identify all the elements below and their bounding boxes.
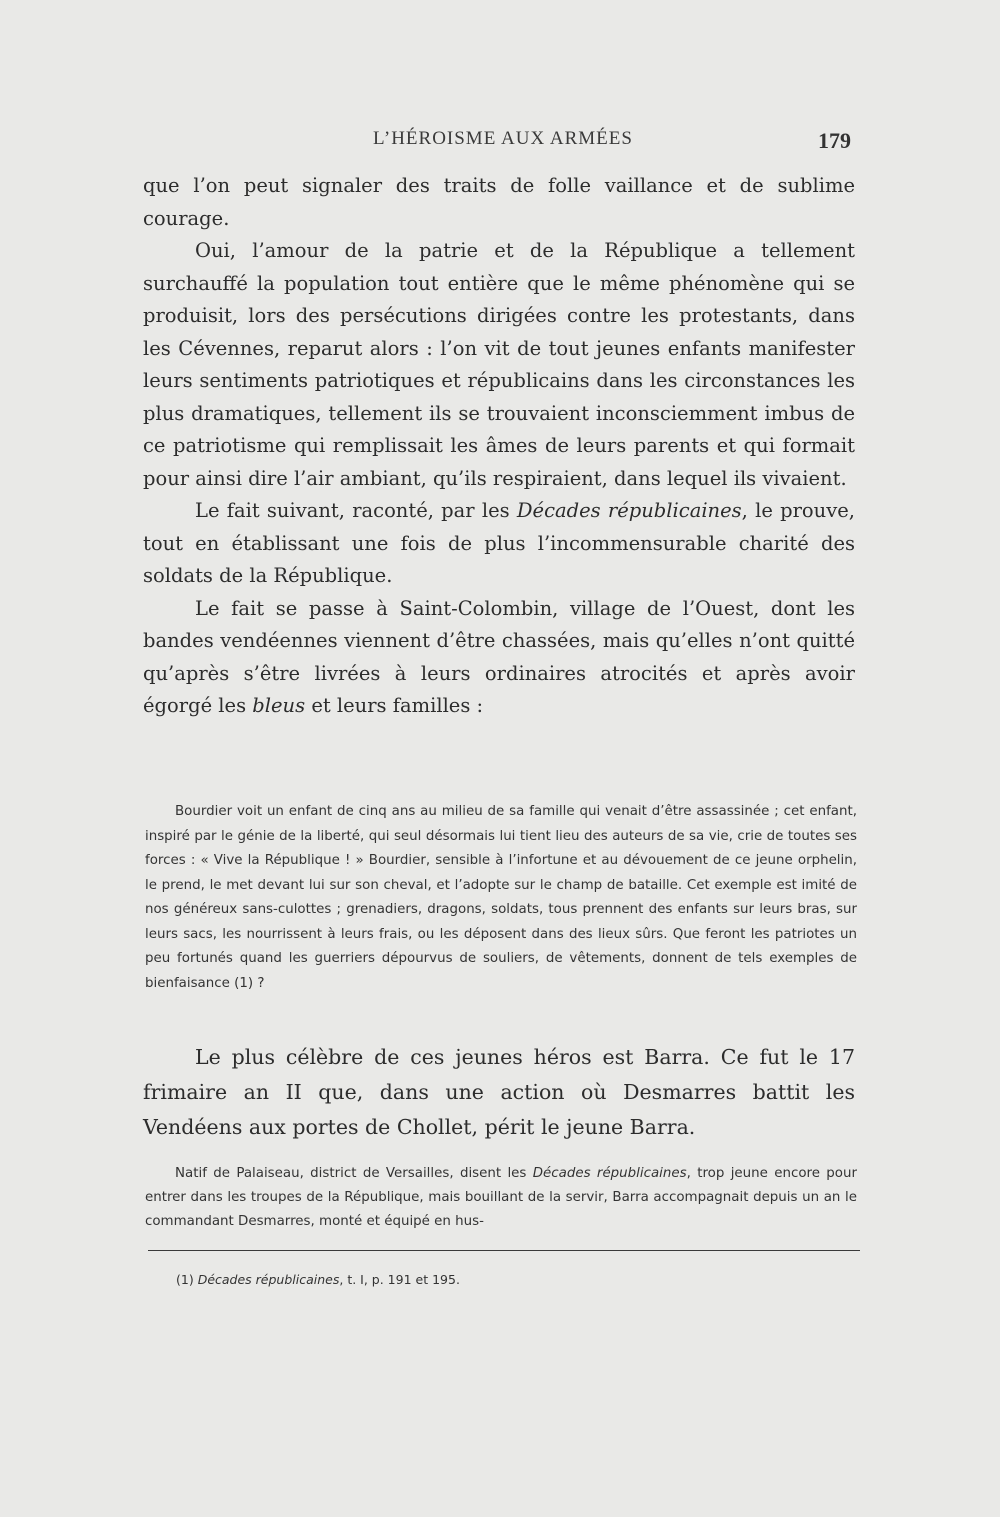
italic-title: Décades républicaines xyxy=(532,1166,687,1181)
italic-title: Décades républicaines xyxy=(516,499,742,522)
text-span: et leurs familles : xyxy=(305,694,484,717)
footnote xyxy=(176,1272,460,1287)
paragraph-barra: Le plus célèbre de ces jeunes héros est Barra. Ce fut le 17 frimaire an II que, dans une action où Desmarres battit les Vendéens aux portes de Chollet, périt le jeune Barra. xyxy=(143,1045,855,1139)
paragraph-fait-suivant xyxy=(143,495,855,593)
text-span: Le fait suivant, raconté, par les xyxy=(195,499,517,522)
footnote-number: (1) xyxy=(176,1272,194,1287)
running-title: L’HÉROISME AUX ARMÉES xyxy=(373,128,633,149)
paragraph-patrie: Oui, l’amour de la patrie et de la République a tellement surchauffé la population tout entière que le même phénomène qui se produisit, lors des persécutions dirigées contre les protestants, dans les Cévennes, reparut alors : l’on vit de tout jeunes enfants manifester leurs sentiments patriotiques et républicains dans les circonstances les plus dramatiques, tellement ils se trouvaient inconsciemment imbus de ce patriotisme qui remplissait les âmes de leurs parents et qui formait pour ainsi dire l’air ambiant, qu’ils respiraient, dans lequel ils vivaient. xyxy=(143,239,855,490)
paragraph-continued: que l’on peut signaler des traits de folle vaillance et de sublime courage. xyxy=(143,174,855,230)
text-span: Natif de Palaiseau, district de Versailles, disent les xyxy=(175,1166,533,1181)
block-quote-palaiseau xyxy=(145,1162,857,1234)
text-span: Le fait se passe à Saint-Colombin, village de l’Ouest, dont les bandes vendéennes viennent d’être chassées, mais qu’elles n’ont quitté qu’après s’être livrées à leurs ordinaires atrocités et après avoir égorgé les xyxy=(143,596,855,717)
footnote-title: Décades républicaines xyxy=(197,1272,340,1287)
body-text xyxy=(143,170,855,723)
italic-word: bleus xyxy=(252,694,306,717)
paragraph-saint-colombin xyxy=(143,593,855,723)
running-head xyxy=(0,128,1000,158)
footnote-rule xyxy=(148,1250,860,1251)
block-quote-bourdier: Bourdier voit un enfant de cinq ans au milieu de sa famille qui venait d’être assassinée ; cet enfant, inspiré par le génie de la liberté, qui seul désormais lui tient lieu des auteurs de sa vie, crie de toutes ses forces : « Vive la République ! » Bourdier, sensible à l’infortune et au dévouement de ce jeune orphelin, le prend, le met devant lui sur son cheval, et l’adopte sur le champ de bataille. Cet exemple est imité de nos généreux sans-culottes ; grenadiers, dragons, soldats, tous prennent des enfants sur leurs bras, sur leurs sacs, les nourrissent à leurs frais, ou les déposent dans des lieux sûrs. Que feront les patriotes un peu fortunés quand les guerriers dépourvus de souliers, de vêtements, donnent de tels exemples de bienfaisance (1) ? xyxy=(145,804,857,991)
footnote-ref: , t. I, p. 191 et 195. xyxy=(339,1272,460,1287)
text-span: , le prouve, tout en établissant une fois de plus l’incommensurable charité des soldats de la République. xyxy=(143,499,855,587)
page-number: 179 xyxy=(818,128,851,153)
text-span: , trop jeune encore pour entrer dans les troupes de la République, mais bouillant de la servir, Barra accompagnait depuis un an le commandant Desmarres, monté et équipé en hus- xyxy=(145,1166,857,1229)
